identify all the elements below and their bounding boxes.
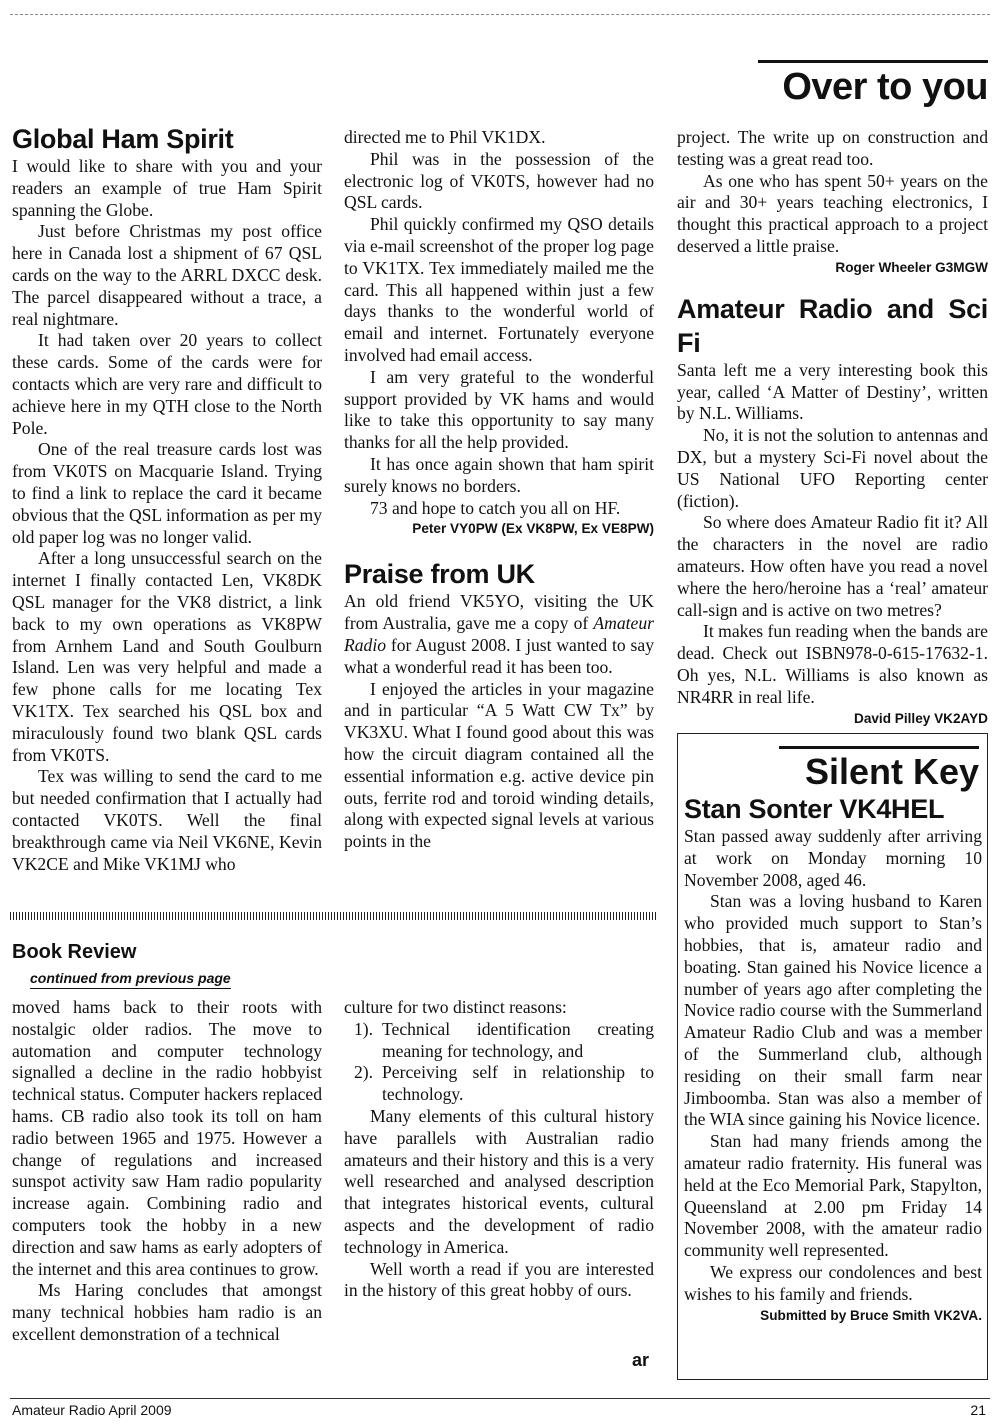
silent-key-signature: Submitted by Bruce Smith VK2VA.	[760, 1307, 982, 1323]
praise-para-3: project. The write up on construction and testing was a great read too.	[677, 127, 988, 169]
global-para-5: After a long unsuccessful search on the internet I finally contacted Len, VK8DK QSL manager for the VK8 district, a link back to my own operations as VK8PW from Arnhem Land and South Goulburn Island. Len was very helpful and made a few phone calls for me locating Tex VK1TX. Tex searched his QSL box and miraculously found two blank QSL cards from VK0TS.	[12, 548, 322, 765]
global-para-7: directed me to Phil VK1DX.	[344, 127, 546, 147]
global-ham-spirit-title: Global Ham Spirit	[12, 124, 234, 154]
global-para-1: I would like to share with you and your readers an example of true Ham Spirit spanning the Globe.	[12, 156, 322, 220]
book-review-column-1	[12, 997, 322, 1346]
book-para-2: Ms Haring concludes that amongst many technical hobbies ham radio is an excellent demonstration of a technical	[12, 1280, 322, 1344]
end-mark: ar	[632, 1350, 650, 1370]
praise-signature: Roger Wheeler G3MGW	[835, 259, 988, 275]
silent-key-para-4: We express our condolences and best wishes to his family and friends.	[684, 1261, 982, 1304]
silent-key-para-3: Stan had many friends among the amateur radio fraternity. His funeral was held at the Eco Memorial Park, Stapylton, Queensland at 2.00 pm Friday 14 November 2008, with the amateur radio community well represented.	[684, 1131, 982, 1261]
footer-rule	[10, 1398, 990, 1399]
global-para-6: Tex was willing to send the card to me but needed confirmation that I actually had contacted VK0TS. Well the final breakthrough came via Neil VK6NE, Kevin VK2CE and Mike VK1MJ who	[12, 766, 322, 874]
sci-fi-title: Amateur Radio and Sci Fi	[677, 293, 988, 358]
sci-fi-para-1: Santa left me a very interesting book this year, called ‘A Matter of Destiny’, written by N.L. Williams.	[677, 359, 988, 424]
book-review-title: Book Review	[12, 941, 137, 963]
silent-key-title: Stan Sonter VK4HEL	[684, 794, 945, 824]
section-header	[758, 60, 988, 113]
silent-key-header	[779, 746, 979, 792]
praise-sci-fi-column	[677, 127, 988, 729]
global-para-8: Phil was in the possession of the electronic log of VK0TS, however had no QSL cards.	[344, 148, 654, 213]
global-para-2: Just before Christmas my post office here in Canada lost a shipment of 67 QSL cards on the way to the ARRL DXCC desk. The parcel disappeared without a trace, a real nightmare.	[12, 221, 322, 329]
sci-fi-para-3: So where does Amateur Radio fit it? All the characters in the novel are radio amateurs. How often have you read a novel where the hero/heroine has a ‘real’ amateur call-sign and is active on two metres?	[677, 512, 988, 620]
silent-key-para-1: Stan passed away suddenly after arriving at work on Monday morning 10 November 2008, aged 46.	[684, 826, 982, 890]
silent-key-para-2: Stan was a loving husband to Karen who provided much support to Stan’s hobbies, that is, amateur radio and boating. Stan gained his Novice licence a number of years ago after completing the Novice radio course with the Summerland Amateur Radio Club and was a member of the Summerland club, although residing on their small farm near Jimboomba. Stan was also a member of the WIA since gaining his Novice licence.	[684, 891, 982, 1130]
footer-page-number: 21	[970, 1402, 986, 1418]
book-list-item-1: 1). Technical identification creating meaning for technology, and	[354, 1018, 654, 1061]
global-para-9: Phil quickly confirmed my QSO details via e-mail screenshot of the proper log page to VK1TX. Tex immediately mailed me the card. This all happened within just a few days thanks to the wonderful world of email and internet. Fortunately everyone involved had email access.	[344, 214, 654, 365]
praise-para-2: I enjoyed the articles in your magazine and in particular “A 5 Watt CW Tx” by VK3XU. What I found good about this was how the circuit diagram contained all the essential information e.g. active device pin outs, ferrite rod and toroid winding details, along with expected signal levels at various points in the	[344, 678, 654, 852]
praise-para-1: An old friend VK5YO, visiting the UK from Australia, gave me a copy of Amateur Radio for August 2008. I just wanted to say what a wonderful read it has been too.	[344, 591, 654, 677]
footer-publication: Amateur Radio April 2009	[12, 1402, 172, 1418]
book-review-subtitle: continued from previous page	[30, 969, 231, 989]
praise-title: Praise from UK	[344, 559, 535, 590]
book-right-para-2: Well worth a read if you are interested in the history of this great hobby of ours.	[344, 1258, 654, 1301]
global-para-3: It had taken over 20 years to collect these cards. Some of the cards were for contacts which are very rare and difficult to achieve here in my QTH close to the North Pole.	[12, 330, 322, 438]
global-para-12: 73 and hope to catch you all on HF.	[370, 497, 621, 518]
book-right-intro: culture for two distinct reasons:	[344, 997, 567, 1017]
global-ham-spirit-column-1	[12, 122, 322, 875]
global-para-11: It has once again shown that ham spirit surely knows no borders.	[344, 453, 654, 496]
book-right-para-1: Many elements of this cultural history have parallels with Australian radio amateurs and their history and this is a very well researched and analysed description that integrates historical events, cultural aspects and the development of radio technology in America.	[344, 1105, 654, 1257]
book-list-item-2: 2). Perceiving self in relationship to technology.	[354, 1062, 654, 1105]
praise-para-4: As one who has spent 50+ years on the air and 30+ years teaching electronics, I thought this practical approach to a project deserved a little praise.	[677, 170, 988, 256]
silent-key-content	[684, 792, 982, 1326]
section-title: Over to you	[782, 66, 988, 108]
sci-fi-signature: David Pilley VK2AYD	[854, 710, 988, 726]
top-rule	[10, 14, 990, 15]
silent-key-box	[677, 733, 988, 1380]
silent-key-box-title: Silent Key	[804, 751, 979, 792]
sci-fi-para-4: It makes fun reading when the bands are dead. Check out ISBN978-0-615-17632-1. Oh yes, N.L. Williams is also known as NR4RR in real life.	[677, 621, 988, 707]
global-ham-spirit-column-2	[344, 127, 654, 853]
global-para-4: One of the real treasure cards lost was from VK0TS on Macquarie Island. Trying to find a link to replace the card it became obvious that the QSL information as per my old paper log was no longer valid.	[12, 439, 322, 547]
sci-fi-para-2: No, it is not the solution to antennas and DX, but a mystery Sci-Fi novel about the US National UFO Reporting center (fiction).	[677, 425, 988, 511]
book-review-column-2	[344, 997, 654, 1302]
global-signature: Peter VY0PW (Ex VK8PW, Ex VE8PW)	[412, 521, 654, 537]
section-divider	[10, 912, 656, 920]
global-para-10: I am very grateful to the wonderful support provided by VK hams and would like to take this opportunity to say many thanks for all the help provided.	[344, 366, 654, 453]
book-para-1: moved hams back to their roots with nostalgic older radios. The move to automation and computer technology signalled a decline in the radio hobbyist technical status. Computer hackers replaced hams. CB radio also took its toll on ham radio between 1965 and 1975. However a change of regulations and increased sunspot activity saw Ham radio popularity increase again. Combining radio and computers took the hobby in a new direction and saw hams as early adopters of the internet and this area continues to grow.	[12, 997, 322, 1279]
